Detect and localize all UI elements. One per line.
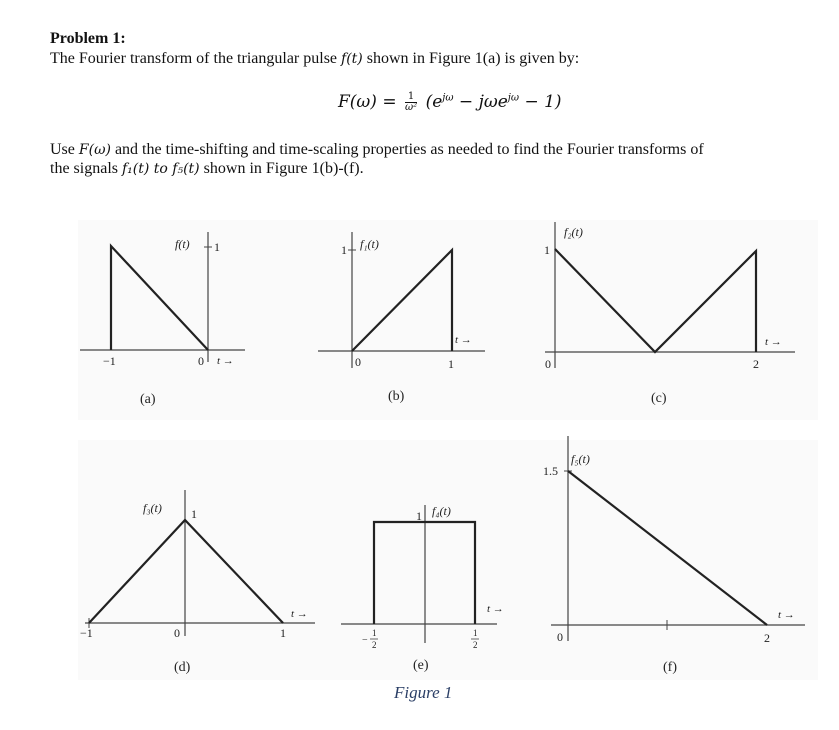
instr2-before: the signals bbox=[50, 160, 122, 177]
x-tick-0: 0 bbox=[545, 357, 551, 371]
y-tick-1: 1 bbox=[544, 243, 550, 257]
y-tick-1: 1 bbox=[191, 507, 197, 521]
intro-func: f(t) bbox=[341, 51, 363, 67]
instr1-before: Use bbox=[50, 141, 79, 158]
t-arrow: t → bbox=[455, 334, 472, 346]
instr1-func: F(ω) bbox=[78, 142, 111, 158]
formula-rhs-1: (e bbox=[425, 92, 443, 112]
x-tick-2: 2 bbox=[764, 631, 770, 645]
figure-caption: Figure 1 bbox=[394, 683, 453, 702]
formula-frac-den: ω² bbox=[404, 102, 418, 113]
x-tick-neg-half-den: 2 bbox=[372, 640, 377, 650]
x-tick-2: 2 bbox=[753, 357, 759, 371]
figure-bg-bottom bbox=[78, 440, 818, 680]
problem-title: Problem 1: bbox=[50, 30, 126, 47]
x-tick-half-den: 2 bbox=[473, 640, 478, 650]
x-tick-neg-sign: − bbox=[362, 635, 368, 646]
formula-frac-num: 1 bbox=[405, 92, 417, 103]
y-tick-1-5: 1.5 bbox=[543, 464, 558, 478]
intro-before: The Fourier transform of the triangular pulse bbox=[50, 50, 342, 67]
caption-a: (a) bbox=[140, 392, 156, 407]
x-tick-0: 0 bbox=[198, 354, 204, 368]
x-tick-0: 0 bbox=[174, 626, 180, 640]
x-tick-0: 0 bbox=[355, 355, 361, 369]
ylabel-f5: f₅(t) bbox=[571, 452, 590, 466]
t-arrow: t → bbox=[778, 609, 795, 621]
x-tick-1: 1 bbox=[280, 626, 286, 640]
ylabel-f: f(t) bbox=[175, 237, 190, 251]
t-arrow: t → bbox=[765, 336, 782, 348]
instr2-func: f₁(t) to f₅(t) bbox=[122, 161, 200, 177]
intro-after: shown in Figure 1(a) is given by: bbox=[362, 50, 580, 67]
formula-rhs-exp-1: jω bbox=[442, 92, 454, 104]
ylabel-f2: f₂(t) bbox=[564, 225, 583, 239]
caption-b: (b) bbox=[388, 389, 405, 404]
formula-rhs-2: − jωe bbox=[453, 92, 508, 112]
ylabel-f3: f₃(t) bbox=[143, 501, 162, 515]
y-tick-1: 1 bbox=[341, 243, 347, 257]
caption-c: (c) bbox=[651, 391, 667, 406]
ylabel-f4: f₄(t) bbox=[432, 504, 451, 518]
x-tick-neg-half-num: 1 bbox=[372, 628, 377, 638]
formula-lhs: F(ω) = bbox=[338, 92, 397, 112]
y-tick-1: 1 bbox=[214, 240, 220, 254]
caption-d: (d) bbox=[174, 660, 191, 675]
x-tick-neg1: −1 bbox=[80, 626, 93, 640]
t-arrow: t → bbox=[487, 603, 504, 615]
instr2-after: shown in Figure 1(b)-(f). bbox=[199, 160, 364, 177]
y-tick-1: 1 bbox=[416, 509, 422, 523]
x-tick-half-num: 1 bbox=[473, 628, 478, 638]
formula-rhs-exp-2: jω bbox=[507, 92, 520, 104]
formula-rhs-3: − 1) bbox=[519, 92, 562, 112]
instr1-after: and the time-shifting and time-scaling properties as needed to find the Fourier transforms of bbox=[110, 141, 704, 158]
ylabel-f1: f₁(t) bbox=[360, 237, 379, 251]
x-tick-neg1: −1 bbox=[103, 354, 116, 368]
caption-f: (f) bbox=[663, 660, 677, 675]
caption-e: (e) bbox=[413, 658, 429, 673]
x-tick-0: 0 bbox=[557, 630, 563, 644]
t-arrow: t → bbox=[217, 355, 234, 367]
x-tick-1: 1 bbox=[448, 357, 454, 371]
t-arrow: t → bbox=[291, 608, 308, 620]
